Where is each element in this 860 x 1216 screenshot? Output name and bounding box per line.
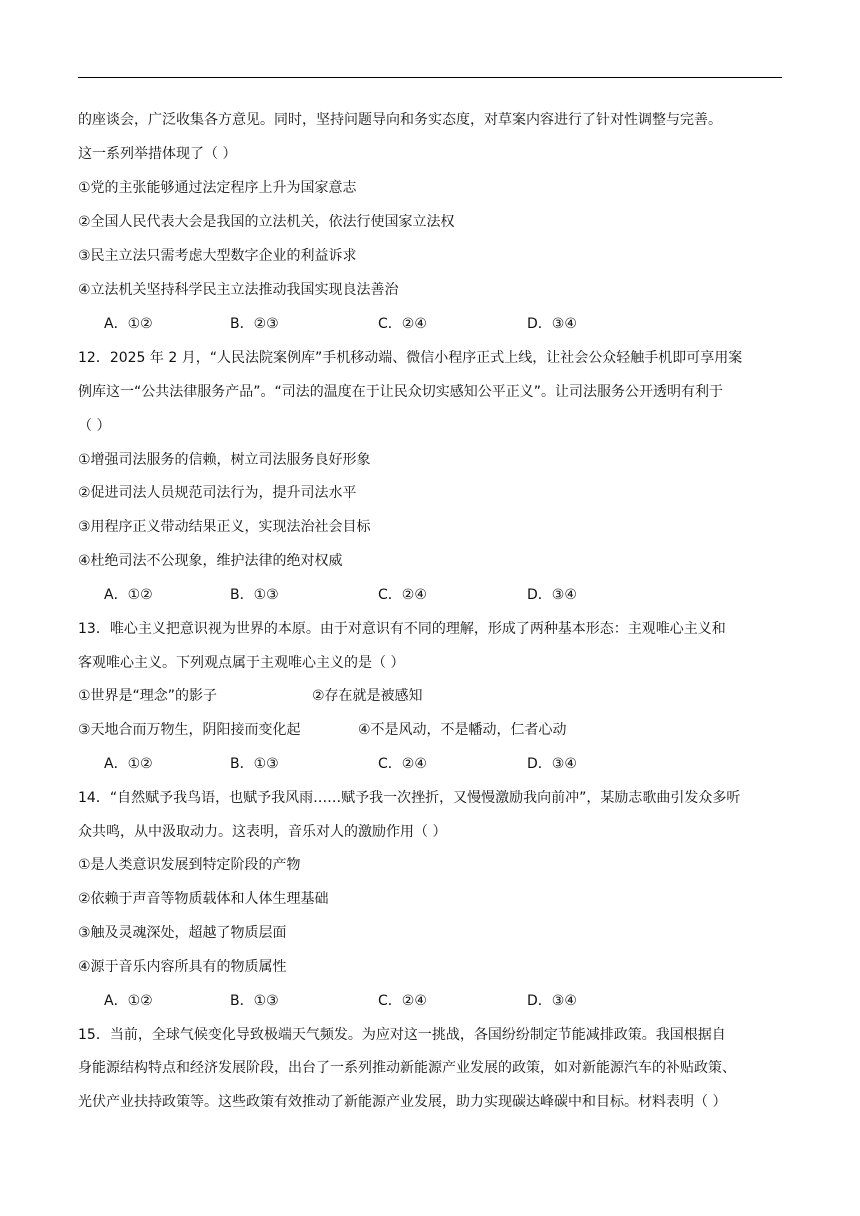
q14-option-a: A．①② [104,993,153,1009]
q13-statement-3: ③天地合而万物生，阴阳接而变化起 [78,722,301,738]
q13-statement-4: ④不是风动，不是幡动，仁者心动 [358,722,567,738]
q12-statement-4: ④杜绝司法不公现象，维护法律的绝对权威 [78,553,343,569]
q14-statement-1: ①是人类意识发展到特定阶段的产物 [78,857,301,873]
q11-statement-3: ③民主立法只需考虑大型数字企业的利益诉求 [78,248,357,264]
q13-option-d: D．③④ [527,756,577,772]
q14-option-b: B．①③ [230,993,279,1009]
q14-statement-3: ③触及灵魂深处，超越了物质层面 [78,925,287,941]
q13-stem-line-2: 客观唯心主义。下列观点属于主观唯心主义的是（ ） [78,655,405,671]
q13-option-a: A．①② [104,756,153,772]
q15-stem-line-2: 身能源结构特点和经济发展阶段，出台了一系列推动新能源产业发展的政策，如对新能源汽车的补贴政策、 [78,1060,736,1076]
q12-statement-2: ②促进司法人员规范司法行为，提升司法水平 [78,485,357,501]
q12-statement-1: ①增强司法服务的信赖，树立司法服务良好形象 [78,452,371,468]
q14-stem-line-2: 众共鸣，从中汲取动力。这表明，音乐对人的激励作用（ ） [78,824,447,840]
q13-option-c: C．②④ [378,756,427,772]
q11-statement-1: ①党的主张能够通过法定程序上升为国家意志 [78,180,357,196]
q12-option-d: D．③④ [527,587,577,603]
q11-option-a: A．①② [104,316,153,332]
q15-stem-line-3: 光伏产业扶持政策等。这些政策有效推动了新能源产业发展，助力实现碳达峰碳中和目标。材料表明（ ） [78,1094,727,1110]
q14-statement-4: ④源于音乐内容所具有的物质属性 [78,959,287,975]
q12-stem-line-2: 例库这一“公共法律服务产品”。“司法的温度在于让民众切实感知公平正义”。让司法服务公开透明有利于 [78,384,724,400]
q14-stem-line-1: 14．“自然赋予我鸟语，也赋予我风雨……赋予我一次挫折，又慢慢激励我向前冲”，某励志歌曲引发众多听 [78,790,741,806]
q12-option-a: A．①② [104,587,153,603]
q13-statement-1: ①世界是“理念”的影子 [78,688,218,704]
q14-option-c: C．②④ [378,993,427,1009]
q11-statement-4: ④立法机关坚持科学民主立法推动我国实现良法善治 [78,282,399,298]
q12-option-c: C．②④ [378,587,427,603]
q11-stem-line-1: 的座谈会，广泛收集各方意见。同时，坚持问题导向和务实态度，对草案内容进行了针对性调整与完善。 [78,112,722,128]
q14-option-d: D．③④ [527,993,577,1009]
q11-statement-2: ②全国人民代表大会是我国的立法机关，依法行使国家立法权 [78,214,455,230]
q13-stem-line-1: 13．唯心主义把意识视为世界的本原。由于对意识有不同的理解，形成了两种基本形态：主观唯心主义和 [78,621,726,637]
q11-option-b: B．②③ [230,316,279,332]
q15-stem-line-1: 15．当前，全球气候变化导致极端天气频发。为应对这一挑战，各国纷纷制定节能减排政策。我国根据自 [78,1027,726,1043]
q11-option-c: C．②④ [378,316,427,332]
q12-stem-line-1: 12．2025 年 2 月，“人民法院案例库”手机移动端、微信小程序正式上线，让社会公众轻触手机即可享用案 [78,350,743,366]
q11-option-d: D．③④ [527,316,577,332]
q14-statement-2: ②依赖于声音等物质载体和人体生理基础 [78,891,329,907]
q13-statement-2: ②存在就是被感知 [312,688,423,704]
q12-option-b: B．①③ [230,587,279,603]
q12-stem-line-3: （ ） [78,418,111,434]
q13-option-b: B．①③ [230,756,279,772]
header-rule [78,77,782,78]
q12-statement-3: ③用程序正义带动结果正义，实现法治社会目标 [78,519,371,535]
q11-stem-line-2: 这一系列举措体现了（ ） [78,146,237,162]
